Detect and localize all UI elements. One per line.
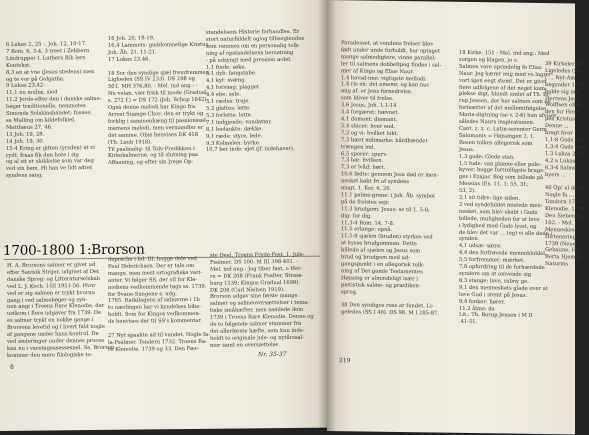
- text-line: 9,1 den menneskets glade over at: [459, 284, 548, 292]
- text-line: kan nu i varetagessessesnel. Ss. Brorson: [7, 344, 115, 352]
- left-col1-top-notes: [6, 41, 101, 180]
- text-line: 6,3-4 Salme ...: [545, 164, 583, 172]
- text-line: 1,3-4 Guds opst: [545, 143, 587, 151]
- text-line: ( ... Nyt-Am: [545, 74, 576, 82]
- text-line: vort igen eegt stemt. Det er givet: [459, 77, 547, 85]
- text-line: pea Kristus: [545, 116, 575, 123]
- text-line: ning af Det gamle Testamentes: [341, 268, 423, 276]
- text-line: Arrest Suange-Chor; den er trykt og: [108, 110, 204, 118]
- text-line: 4,1 kyt: svæng.: [206, 77, 247, 85]
- text-line: de blev det var ... (og) vi alle dede i: [459, 229, 553, 237]
- text-line: ved L. J. Koch, I-III 1951-56. Hvor: [7, 282, 96, 290]
- text-line: Mel. ind ang.: Jog tiber fast, o Her-: [210, 265, 303, 273]
- text-line: 4,2 a Lukas ...: [545, 157, 582, 165]
- text-line: 7,2 og vi: hvilket lukt.: [341, 129, 399, 137]
- text-line: 5,1 rædes: truje.: [206, 98, 250, 105]
- left-foot-reference: Nr. 35-37: [258, 350, 287, 359]
- text-line: 1,4 ris en: det ememr, og kan nuc: [341, 81, 430, 89]
- left-col2-bottom-intro: [108, 256, 210, 354]
- text-line: 14 Joh. 19, 30.: [6, 138, 45, 145]
- text-line: og al sit er skikkelse som var deg: [6, 158, 94, 166]
- text-line: re Klenodie. 1739 og 33. Den Fær-: [108, 345, 200, 353]
- text-line: 38 Den syndiges rose ar fundet. Li-: [341, 302, 434, 310]
- book-gutter: [318, 0, 336, 431]
- text-line: holdt to originale jule- og nytårssal-: [210, 334, 305, 342]
- text-line: 1739 i Troens Rare Klenodie. Denne og: [210, 313, 314, 321]
- text-line: bragt hvor: [545, 130, 573, 137]
- text-line: Højsang er almindeligt især i: [341, 275, 418, 283]
- text-line: af gangene under hans kontrol. De: [7, 331, 99, 338]
- text-line: Lindrupper I. Luthers Bib lers: [6, 54, 86, 62]
- text-line: billede, muligheden for at leve: [459, 215, 540, 223]
- text-line: ved anderinger under dennes proces: [7, 337, 105, 345]
- right-page-number: 219: [339, 357, 351, 365]
- text-line: 8,1 bedankte: dække.: [206, 125, 263, 133]
- text-line: nesket købt fri af syndens: [341, 178, 410, 186]
- text-line: mange, men mest ortografiske vari-: [108, 269, 203, 277]
- text-line: Berta Hjemsa: [545, 254, 582, 261]
- text-line: 7,1 indgjende: vandatter.: [206, 118, 272, 126]
- text-line: byers ...: [545, 171, 567, 178]
- text-line: sprog.: [341, 288, 358, 296]
- text-line: burg 1539; Kingos Gradual 1699).: [210, 279, 300, 287]
- text-line: 11,2 Jorde-efter den i danske salme-: [6, 96, 102, 104]
- text-line: billede af sjælen og Jesus som: [341, 247, 421, 255]
- text-line: 11,1 nu mulns, siod: [6, 89, 58, 97]
- text-line: Ogsà denne melodi har Kingo fra: [108, 104, 196, 111]
- text-line: 1,1-8 Guds regi: [545, 137, 586, 144]
- text-line: 53, 2).: [459, 187, 476, 195]
- text-line: ges i Ezajas' Bog som billede på: [459, 174, 544, 182]
- text-line: Rosen tolkes allegorisk som: [459, 139, 533, 147]
- text-line: synden.: [459, 236, 480, 243]
- text-line: det allerførste hæfte, som kun inde-: [210, 327, 305, 335]
- text-line: ning af opstandelsens bersøtning: [206, 49, 294, 57]
- text-line: 3,4 forgæret: hævnet.: [341, 109, 399, 117]
- text-line: 8,3 stange: love, rabny ge.: [459, 277, 529, 285]
- text-line: Cant. z. z. c. Latin-serenter Germ: [459, 125, 547, 134]
- text-line: mer af Kingo og Elias Naur.: [341, 67, 414, 75]
- text-line: Herrens Jesu: [545, 95, 580, 103]
- text-line: 501. MH 376,80. - Mel. ind ang.: -: [108, 83, 198, 91]
- text-line: 5,4 sbicer: hver end.: [341, 123, 396, 130]
- text-line: begynder 1734: [545, 81, 585, 89]
- text-line: efter Sanisik Strijer, udgivet af Det: [7, 268, 100, 276]
- text-line: Ligeledes (SS: [545, 67, 581, 75]
- right-col2-notes: [459, 50, 557, 328]
- text-line: 39 Kirkelerret ...: [545, 61, 589, 68]
- text-line: 10,6 fødte: gennem Jesu død er men-: [341, 171, 439, 179]
- text-line: kommer den mere filologiske to-: [7, 351, 93, 359]
- right-col1-notes: [341, 40, 441, 318]
- text-line: 1,5 fude: van planne eller pole-: [459, 160, 541, 168]
- text-line: Affaaning, og efter sin Jrege Op-: [108, 159, 194, 167]
- text-line: 1,3 gode: Glede stan.: [459, 153, 515, 161]
- text-line: 4,4 ebe: sele.: [206, 91, 241, 98]
- left-col1-bottom-intro: [7, 262, 114, 360]
- text-line: - på udsyngt med pression ædel.: [206, 56, 292, 64]
- text-line: magt, 1. Kor. 6, 20.: [341, 185, 392, 192]
- text-line: Paul Diderichsen. Der er tale om: [108, 262, 195, 270]
- text-line: mange salmedigtere, vinne parallel-: [341, 54, 436, 62]
- text-line: 3,1 dyb: fangstabe.: [206, 70, 257, 78]
- text-line: at kysse brudgommen. Dette: [341, 240, 417, 248]
- text-line: 11,3 brudgom: Jesus; se til 1, 5-8;: [341, 205, 430, 214]
- text-line: for Svane-Sangene s. udg.: [108, 290, 177, 298]
- text-line: 7,3 er lvåd: hørt.: [341, 164, 386, 172]
- text-line: gangspunkt i en allegorisk tolk-: [341, 261, 425, 269]
- text-line: gang i ved salmebøger og syn-: [7, 296, 88, 304]
- text-line: Lit.: Th. Borup Jensen i M II: [459, 312, 533, 320]
- text-line: fortsætter af det mellemtfølgelse: [459, 105, 547, 113]
- text-line: 15-4 Ering er gitten (yrsden) at vi: [6, 144, 95, 152]
- text-line: s. 272 f.) = DS 172 (Joh. Schop 1642).: [108, 96, 209, 105]
- text-line: 9,1 ræde: styre, lede.: [206, 132, 263, 140]
- text-line: mig af, er Jens fornedrelse,: [341, 88, 413, 96]
- text-line: 5,2 glattes: lette.: [206, 105, 251, 112]
- text-line: 6 Lukas 2, 25 -. Joh. 12, 10-17.: [6, 41, 87, 48]
- text-line: 4,4 den forfrøvede mennebloldel.: [459, 250, 547, 258]
- text-line: Naturms: [545, 261, 569, 268]
- text-line: 7,8 opfordring til de forhærdede: [459, 263, 545, 272]
- text-line: Den Siebende: [545, 212, 582, 220]
- text-line: pietistisk salme- og prædiken-: [341, 281, 421, 290]
- text-line: 11,3-4 Rom. 14, 7-8.: [341, 219, 395, 227]
- text-line: 7 Rom. 6, 3-4, 3 treet i Zebbern: [6, 47, 90, 55]
- text-line: og te vor på Golgatha.: [6, 75, 65, 83]
- text-line: 10,7 ber inde: ejet (jf. indehaver).: [206, 146, 295, 154]
- text-line: 1,1 finde: søke.: [206, 63, 247, 71]
- text-line: tiske småhæfter, men samlede dem: [210, 307, 304, 315]
- text-line: la-Psalmer. Tondern 1732. Troens Ra-: [108, 338, 208, 346]
- text-line: de henvises der til SS's kommentar.: [108, 318, 202, 326]
- text-line: Maria-digtning (se v. 2-6) hun afviser: [459, 111, 557, 120]
- text-line: nesket, som blev skabt i Guds: [459, 208, 538, 216]
- text-line: i lydighed mod Guds lysst, og: [459, 222, 537, 230]
- text-line: 1765. Ratkilagens af salmerne i 1b: [108, 297, 200, 305]
- text-line: ste Deel. Troens Fryde-Fest, 1. Jule-: [210, 251, 305, 259]
- text-line: 2,1 sit tidre: lige siden.: [459, 194, 521, 202]
- text-line: anter. Vi følger SS, der vil for Kle-: [108, 276, 198, 284]
- text-line: født under unde forholdt, har optaget: [341, 47, 441, 55]
- text-line: Tondern 1733: [545, 199, 582, 206]
- text-line: 8,3 en at vne (Jesus stedens) men: [6, 68, 95, 76]
- left-col3-bottom-intro: [210, 252, 314, 350]
- text-line: es salmer trykt en nokke gange i: [7, 317, 94, 325]
- text-line: Naur. Jeg kærer mig mod vo lagrer-: [459, 70, 554, 78]
- text-line: 7,3 bæ: hvilken.: [341, 157, 384, 165]
- text-line: 9,3 Kolmelen: byrke.: [206, 139, 261, 147]
- text-line: holdt. Som for Kingos vedkommen-: [108, 311, 201, 319]
- text-line: Brorsons levetid og i hvert fald nogle: [7, 324, 105, 332]
- text-line: som rammes om en personalig tolk-: [206, 42, 300, 50]
- text-line: Menneskesa: [545, 226, 578, 234]
- text-line: kyver; bogge fortrolligste brugs-: [459, 167, 545, 175]
- text-line: den for Herr: [545, 109, 579, 116]
- text-line: holde sig ind: [545, 88, 579, 96]
- text-line: 9,4 fonker: hører.: [459, 298, 505, 306]
- text-line: Til psalmelig- til Tolv-Predikken i: [108, 145, 195, 153]
- text-line: 11,5 erlange: opnå.: [341, 226, 393, 234]
- text-line: Matthæus 27, 46.: [6, 124, 53, 131]
- text-line: 18 Sor den syndige sjæl fremfremmes.: [108, 69, 210, 77]
- right-col3-notes: [545, 61, 589, 269]
- text-line: trængen ind.: [341, 143, 376, 151]
- text-line: fiere udfolgene af det neget kom-: [459, 84, 547, 92]
- text-line: 5,5 forfremmer: mærket.: [459, 257, 525, 264]
- text-line: 17 Lukas 23,46.: [108, 56, 151, 63]
- text-line: som bliver til frelse.: [341, 95, 394, 103]
- text-line: .41-51.: [459, 319, 478, 326]
- text-line: Salomonis = Højsangen 2, 1.: [459, 132, 536, 140]
- text-line: 9 Lukas 23,42-: [6, 82, 45, 90]
- text-line: bøger traditionelle, nemmetes: [6, 103, 86, 111]
- text-line: 4,1 domont: diamant.: [341, 116, 398, 123]
- text-line: 2 ved syndefaldet mistede men-: [459, 201, 543, 209]
- text-line: danske Sprog- og Litteraturselskab: [7, 275, 101, 283]
- text-line: Psalmer. DS 100. M III 398-401. -: [210, 258, 298, 266]
- text-line: de to følgende salmer stammer fra: [210, 320, 302, 328]
- text-line: 3,6 Jesus, Joh. 1,1-14: [341, 102, 397, 110]
- text-line: 4,1 forsnag: plagget.: [206, 84, 261, 92]
- text-line: Nogle fa ...: [545, 192, 574, 199]
- text-line: se Malling om kildefolkiel.: [6, 117, 76, 124]
- text-line: 102. - Mel.: [545, 219, 574, 227]
- text-line: 27 Nyt spaakte ad til vandet. Nogle fa-: [108, 331, 210, 339]
- text-line: på de frelstes sejr.: [341, 199, 390, 206]
- section-heading: 1700-1800 1:Brorson: [3, 241, 145, 259]
- text-line: Simonds Solskinsbandet; fusses;: [6, 110, 92, 117]
- text-line: 7,3 bært milimarke: hårdhændet: [341, 136, 428, 145]
- text-line: rup Jensen, der her salmen som en: [459, 98, 551, 106]
- text-line: Klenodie. 1739: [545, 206, 585, 213]
- text-line: 4,1 udsæ: sørre.: [459, 243, 502, 250]
- text-line: syndere om at omvende sig: [459, 270, 532, 278]
- text-line: ved er sig salmen er trykt hvornu: [7, 289, 95, 297]
- text-line: 6,5 sporer: spurv.: [341, 150, 388, 158]
- text-line: love Gud i stemt på Jesus.: [459, 291, 528, 299]
- text-line: således Naurs inspirationen.: [459, 118, 535, 126]
- left-page-number: 8: [10, 363, 14, 371]
- text-line: to nærlingen har vi kyndelses bibe-: [108, 304, 202, 312]
- text-line: forklig i sammenhæng til passionssal-: [108, 117, 208, 125]
- text-line: Kontekst.: [6, 62, 31, 69]
- text-line: Gebaune, Ha: [545, 247, 580, 254]
- text-line: Kirkekalmerne, og til slutning paa: [108, 152, 199, 160]
- text-line: memens melodi, men vermandler er: [108, 124, 204, 132]
- text-line: 11,2 ålme: da: [459, 305, 495, 312]
- text-line: Brorson udgav sine første mange: [210, 293, 298, 301]
- text-line: 16 Joh. 20, 18-19.: [108, 35, 155, 42]
- right-page: [327, 0, 589, 434]
- text-line: dig: for dig.: [341, 212, 372, 220]
- text-line: Hirtenaring: [545, 233, 577, 241]
- text-line: det samme. Obie henvises DK 418: [108, 131, 199, 139]
- text-line: standelsens Historie forhandles. Er: [206, 28, 300, 36]
- left-col2-top-notes: [108, 35, 210, 167]
- text-line: 16,4 Lammets: guddommelige Kristus,: [108, 41, 210, 49]
- text-line: 1739 (Neue: [545, 240, 576, 248]
- text-line: geledes (SS I 40). DS 98. M I 285-87.: [341, 309, 439, 317]
- text-line: stort naturfaldelt og/og tilbsegiendes: [206, 35, 305, 43]
- text-line: 40 Op! al den ti: [545, 185, 587, 192]
- text-line: 18 Kirke. 151 - Mel. ind ang.: Med: [459, 49, 550, 58]
- text-line: Ligheden (SS IV 233). DS 298 og: [108, 76, 195, 84]
- text-line: Wolffsen eller: [545, 102, 582, 109]
- text-line: rydt, fraas fik den hote i sig: [6, 151, 79, 159]
- text-line: Jesus.: [459, 146, 475, 153]
- text-line: DK 208 (Carl Nielsen 1919).: [210, 286, 285, 294]
- text-line: Messias (Es. 11, 1; 55, 3f.;: [459, 181, 529, 189]
- text-line: 1,4 hovsd-ime: vigtigste mellodi.: [341, 74, 427, 82]
- text-line: ved sin bem. Hi han ve lidt adret: [6, 165, 93, 173]
- text-line: 1,3 Lukas 2,4: [545, 150, 581, 158]
- text-line: 11,1 palme-grene: i Joh. Åb. symbol: [341, 192, 435, 200]
- text-line: Salmen vare oprindelig fo Elias: [459, 63, 542, 71]
- text-line: re = DK 208 (Frank Psalter, Strass-: [210, 272, 304, 280]
- text-line: brud og brudgom med ud-: [341, 254, 411, 262]
- text-line: Nu velan, vær frisk til mode (Gradual: [108, 90, 207, 98]
- text-line: syndens sang.: [6, 172, 44, 180]
- text-line: ustkom i flere udgaver fra 1739. De: [7, 310, 102, 318]
- text-line: nodiens vedkommende tøgs ss. 1739,: [108, 283, 207, 291]
- text-line: Denne ...: [545, 123, 569, 130]
- text-line: sorgen og klagen, jo s.: [459, 56, 519, 64]
- text-line: (Th. Laub 1918).: [108, 139, 152, 146]
- text-line: 5,3 forlette: lette.: [206, 112, 253, 119]
- text-line: salmer og salmeoversættelser i tema-: [210, 300, 310, 308]
- text-line: 11,5-8 sjælen (bruden) styrkes ved: [341, 233, 433, 241]
- text-line: 13 Joh. 19, 28.: [6, 131, 45, 138]
- text-line: plekse digt, blandt andet af Th. Br-: [459, 91, 552, 99]
- text-line: ler til salmens dobbeltpog findes i sal-: [341, 60, 442, 69]
- text-line: Joh. Åb. 21, 11-21.: [108, 49, 157, 56]
- text-line: nen angi i Troens Rare Klenodie, der: [7, 303, 105, 311]
- text-line: Paradesset, at vendens frelser blev: [341, 40, 434, 48]
- text-line: H. A. Brorsons salmer er givet ud: [7, 262, 96, 269]
- left-col3-top-notes: [206, 29, 304, 154]
- text-line: mer samt en oversættelse.: [210, 341, 281, 349]
- text-line: depreche i bd. III, hogge dele ved: [108, 255, 197, 263]
